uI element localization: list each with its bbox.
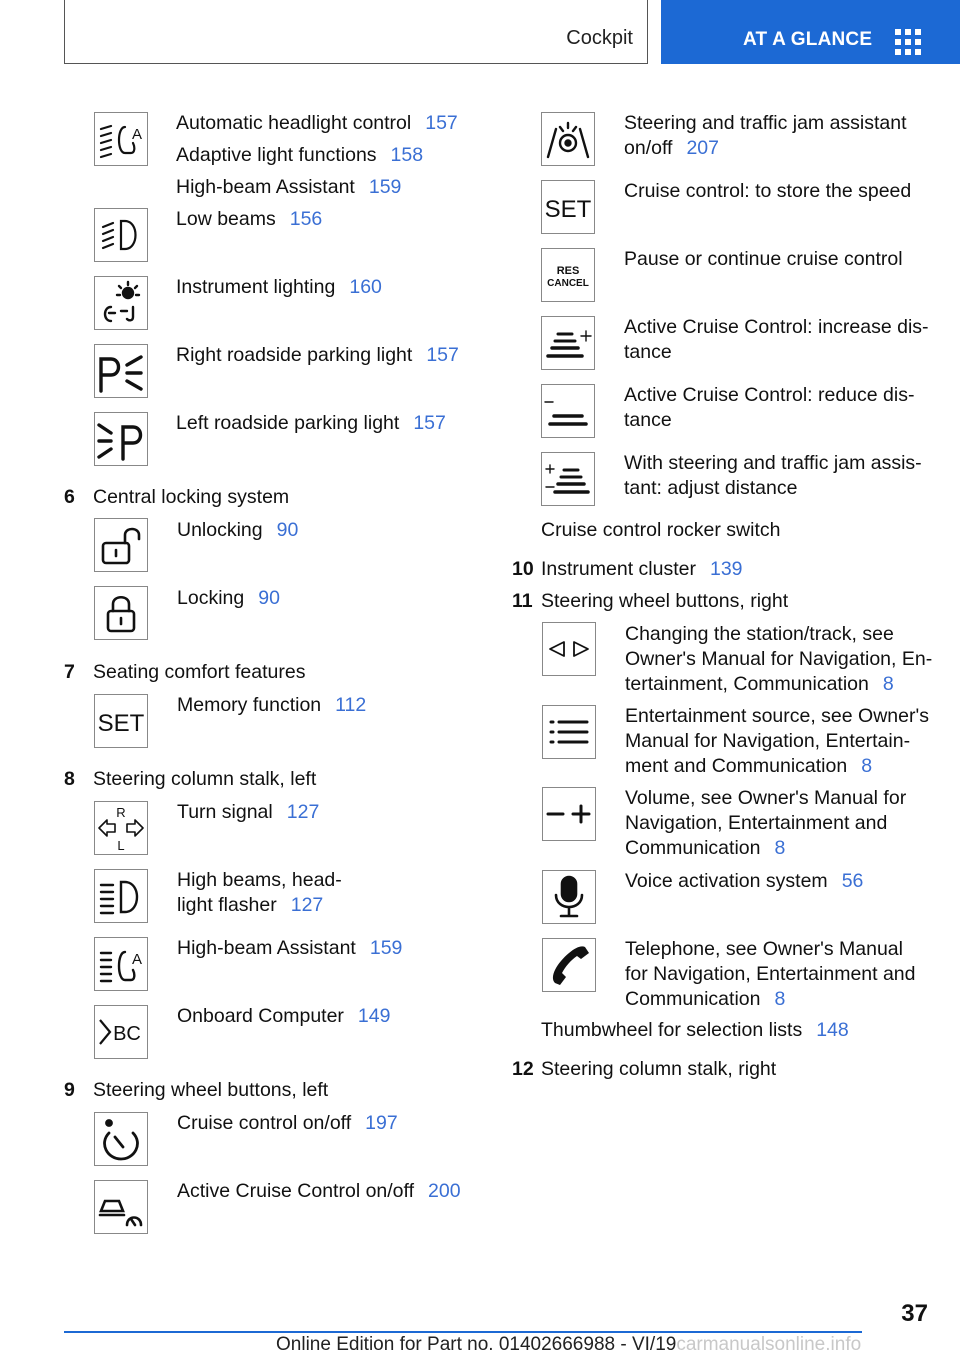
- item-12-number: 12: [512, 1058, 534, 1080]
- reduce-distance-icon: [541, 384, 595, 438]
- left-parking-light-page-link[interactable]: 157: [413, 412, 446, 434]
- cancel-icon-text: CANCEL: [547, 278, 589, 289]
- item-11-title: Steering wheel buttons, right: [541, 590, 789, 612]
- unlock-icon: [94, 518, 148, 572]
- left-parking-light-icon: [94, 412, 148, 466]
- adaptive-light-page-link[interactable]: 158: [390, 144, 424, 166]
- turn-signal-l-text: L: [117, 838, 125, 853]
- high-beams-label-line2: light flasher: [177, 894, 277, 916]
- telephone-page-link[interactable]: 8: [774, 988, 786, 1010]
- header-chapter: Cockpit: [566, 27, 633, 49]
- set-icon-text-2: SET: [544, 196, 592, 223]
- locking-label: Locking: [177, 587, 245, 609]
- volume-icon: [542, 787, 596, 841]
- cruise-control-page-link[interactable]: 197: [365, 1112, 398, 1134]
- high-beam-assistant-2-label: High-beam Assistant: [177, 937, 356, 959]
- grid-menu-icon: [895, 29, 923, 55]
- voice-activation-label: Voice activation system: [625, 870, 828, 892]
- steering-assistant-icon: [541, 112, 595, 166]
- header-section-tab[interactable]: [661, 0, 960, 64]
- cruise-set-icon: [541, 180, 595, 234]
- icon-letter-a-2: A: [132, 951, 143, 968]
- active-cruise-control-icon: [94, 1180, 148, 1234]
- thumbwheel-page-link[interactable]: 148: [816, 1019, 849, 1041]
- voice-activation-page-link[interactable]: 56: [841, 870, 864, 892]
- onboard-computer-icon: [94, 1005, 148, 1059]
- item-11-number: 11: [512, 590, 533, 612]
- volume-label-line3: Communication: [625, 837, 761, 859]
- high-beam-assistant-icon: [94, 937, 148, 991]
- rocker-switch-label: Cruise control rocker switch: [541, 519, 781, 541]
- memory-function-label: Memory function: [177, 694, 322, 716]
- set-icon-text: SET: [97, 710, 145, 737]
- instrument-lighting-page-link[interactable]: 160: [349, 276, 382, 298]
- instrument-lighting-label: Instrument lighting: [176, 276, 336, 298]
- item-12-title: Steering column stalk, right: [541, 1058, 777, 1080]
- steering-assistant-label-line1: Steering and traffic jam assistant: [624, 112, 907, 134]
- adjust-distance-label-line2: tant: adjust distance: [624, 477, 798, 499]
- station-track-icon: [542, 622, 596, 676]
- right-parking-light-icon: [94, 344, 148, 398]
- station-label-line1: Changing the station/track, see: [625, 623, 894, 645]
- item-10-number: 10: [512, 558, 534, 580]
- cruise-control-label: Cruise control on/off: [177, 1112, 352, 1134]
- res-icon-text: RES: [556, 265, 580, 277]
- instrument-lighting-icon: [94, 276, 148, 330]
- header-chapter-box: [64, 0, 648, 64]
- turn-signal-page-link[interactable]: 127: [286, 801, 320, 823]
- thumbwheel-label: Thumbwheel for selection lists: [541, 1019, 803, 1041]
- item-7-title: Seating comfort features: [93, 661, 306, 683]
- auto-headlight-label: Automatic headlight control: [176, 112, 412, 134]
- telephone-label-line3: Communication: [625, 988, 761, 1010]
- volume-page-link[interactable]: 8: [774, 837, 786, 859]
- turn-signal-r-text: R: [116, 805, 126, 820]
- volume-label-line1: Volume, see Owner's Manual for: [625, 787, 907, 809]
- station-label-line2: Owner's Manual for Navigation, En-: [625, 648, 933, 670]
- item-7-number: 7: [64, 661, 75, 683]
- onboard-computer-page-link[interactable]: 149: [357, 1005, 391, 1027]
- increase-distance-icon: [541, 316, 595, 370]
- high-beams-label-line1: High beams, head-: [177, 869, 342, 891]
- icon-letter-a: A: [132, 126, 143, 143]
- high-beams-page-link[interactable]: 127: [290, 894, 324, 916]
- steering-assistant-page-link[interactable]: 207: [686, 137, 719, 159]
- entertainment-label-line1: Entertainment source, see Owner's: [625, 705, 929, 727]
- locking-page-link[interactable]: 90: [258, 587, 280, 609]
- adjust-distance-icon: [541, 452, 595, 506]
- lock-icon: [94, 586, 148, 640]
- turn-signal-label: Turn signal: [177, 801, 273, 823]
- right-parking-light-label: Right roadside parking light: [176, 344, 413, 366]
- header-section: AT A GLANCE: [743, 29, 873, 50]
- station-label-line3: tertainment, Communication: [625, 673, 869, 695]
- cruise-control-icon: [94, 1112, 148, 1166]
- item-6-number: 6: [64, 486, 75, 508]
- telephone-icon: [542, 938, 596, 992]
- station-page-link[interactable]: 8: [882, 673, 894, 695]
- instrument-cluster-page-link[interactable]: 139: [709, 558, 743, 580]
- entertainment-list-icon: [542, 705, 596, 759]
- unlocking-label: Unlocking: [177, 519, 263, 541]
- telephone-label-line2: for Navigation, Entertainment and: [625, 963, 916, 985]
- footer-watermark: carmanualsonline.info: [676, 1334, 862, 1355]
- res-cancel-label: Pause or continue cruise control: [624, 248, 903, 270]
- volume-label-line2: Navigation, Entertainment and: [625, 812, 888, 834]
- active-cruise-control-label: Active Cruise Control on/off: [177, 1180, 414, 1202]
- increase-distance-label-line2: tance: [624, 341, 672, 363]
- telephone-label-line1: Telephone, see Owner's Manual: [625, 938, 903, 960]
- increase-distance-label-line1: Active Cruise Control: increase dis-: [624, 316, 929, 338]
- adaptive-light-label: Adaptive light functions: [176, 144, 377, 166]
- reduce-distance-label-line1: Active Cruise Control: reduce dis-: [624, 384, 915, 406]
- auto-headlight-icon: [94, 112, 148, 166]
- footer-divider: [64, 1331, 862, 1333]
- high-beam-assistant-label: High-beam Assistant: [176, 176, 355, 198]
- turn-signal-icon: [94, 801, 148, 855]
- high-beam-assistant-page-link[interactable]: 159: [368, 176, 402, 198]
- entertainment-page-link[interactable]: 8: [861, 755, 873, 777]
- item-10-title: Instrument cluster: [541, 558, 696, 580]
- onboard-computer-label: Onboard Computer: [177, 1005, 344, 1027]
- item-9-number: 9: [64, 1079, 75, 1101]
- entertainment-label-line2: Manual for Navigation, Entertain-: [625, 730, 911, 752]
- adjust-distance-label-line1: With steering and traffic jam assis-: [624, 452, 922, 474]
- active-cruise-control-page-link[interactable]: 200: [428, 1180, 461, 1202]
- right-parking-light-page-link[interactable]: 157: [426, 344, 459, 366]
- steering-assistant-label-line2: on/off: [624, 137, 673, 159]
- item-8-number: 8: [64, 768, 75, 790]
- low-beam-icon: [94, 208, 148, 262]
- microphone-icon: [542, 870, 596, 924]
- high-beam-icon: [94, 869, 148, 923]
- memory-set-icon: [94, 694, 148, 748]
- bc-icon-text: BC: [113, 1023, 141, 1045]
- footer-edition: Online Edition for Part no. 01402666988 - VI/19: [276, 1334, 677, 1355]
- set-speed-label: Cruise control: to store the speed: [624, 180, 912, 202]
- unlocking-page-link[interactable]: 90: [276, 519, 299, 541]
- lights-group: [176, 111, 458, 200]
- auto-headlight-page-link[interactable]: 157: [425, 112, 458, 134]
- page-number: 37: [901, 1300, 928, 1327]
- left-parking-light-label: Left roadside parking light: [176, 412, 400, 434]
- item-9-title: Steering wheel buttons, left: [93, 1079, 329, 1101]
- low-beams-label: Low beams: [176, 208, 276, 230]
- item-6-title: Central locking system: [93, 486, 290, 508]
- item-8-title: Steering column stalk, left: [93, 768, 317, 790]
- res-cancel-icon: [541, 248, 595, 302]
- entertainment-label-line3: ment and Communication: [625, 755, 848, 777]
- low-beams-page-link[interactable]: 156: [289, 208, 323, 230]
- high-beam-assistant-2-page-link[interactable]: 159: [369, 937, 403, 959]
- reduce-distance-label-line2: tance: [624, 409, 672, 431]
- memory-function-page-link[interactable]: 112: [335, 694, 367, 716]
